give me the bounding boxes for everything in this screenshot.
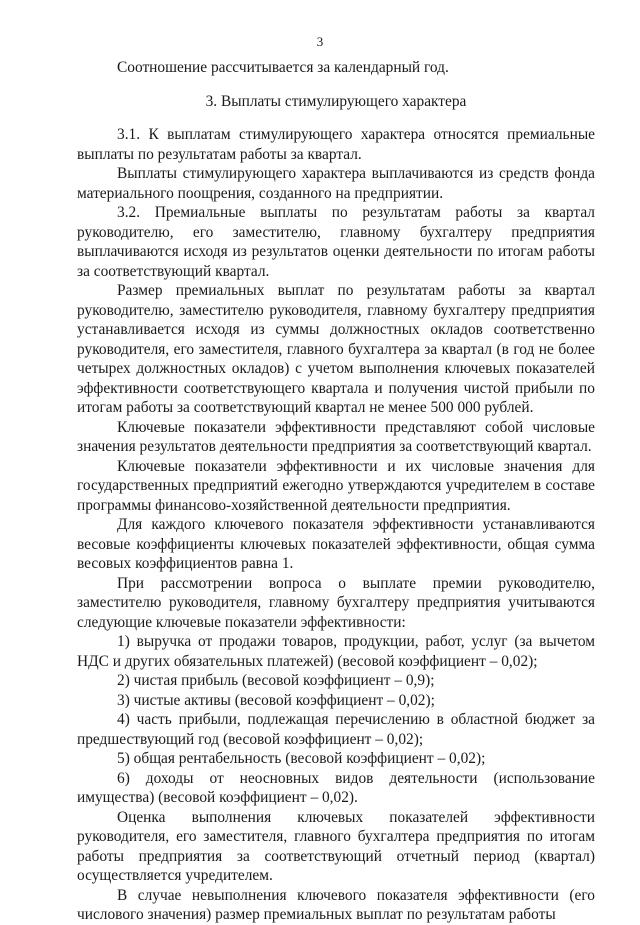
paragraph-funding-source: Выплаты стимулирующего характера выплачиваются из средств фонда материального поощрения, созданного на предприятии. (77, 165, 595, 202)
list-item-profit-share: 4) часть прибыли, подлежащая перечислению в областной бюджет за предшествующий год (весовой коэффициент – 0,02); (77, 711, 595, 748)
paragraph-3-2: 3.2. Премиальные выплаты по результатам работы за квартал руководителю, его заместителю, главному бухгалтеру предприятия выплачиваются исходя из результатов оценки деятельности по итогам работы за соответствующий квартал. (77, 204, 595, 280)
paragraph-kpi-approval: Ключевые показатели эффективности и их числовые значения для государственных предприятий ежегодно утверждаются учредителем в составе программы финансово-хозяйственной деятельности предприятия. (77, 457, 595, 514)
document-body (77, 58, 595, 925)
paragraph-kpi-definition: Ключевые показатели эффективности представляют собой числовые значения результатов деятельности предприятия за соответствующий квартал. (77, 418, 595, 455)
page-number: 3 (316, 34, 324, 49)
list-item-net-profit: 2) чистая прибыль (весовой коэффициент – 0,9); (117, 672, 435, 689)
list-item-revenue: 1) выручка от продажи товаров, продукции, работ, услуг (за вычетом НДС и других обязательных платежей) (весовой коэффициент – 0,02); (77, 633, 595, 670)
intro-paragraph: Соотношение рассчитывается за календарный год. (117, 59, 449, 76)
paragraph-weight-coefficients: Для каждого ключевого показателя эффективности устанавливаются весовые коэффициенты ключевых показателей эффективности, общая сумма весовых коэффициентов равна 1. (77, 516, 595, 572)
list-item-non-core-income: 6) доходы от неосновных видов деятельности (использование имущества) (весовой коэффициент – 0,02). (77, 769, 595, 806)
paragraph-kpi-list-intro: При рассмотрении вопроса о выплате премии руководителю, заместителю руководителя, главному бухгалтеру предприятия учитываются следующие ключевые показатели эффективности: (77, 574, 595, 631)
paragraph-bonus-size: Размер премиальных выплат по результатам работы за квартал руководителю, заместителю руководителя, главному бухгалтеру предприятия устанавливается исходя из суммы должностных окладов соответственно руководителя, его заместителя, главного бухгалтера за квартал (в год не более четырех должностных окладов) с учетом выполнения ключевых показателей эффективности соответствующего квартала и получения чистой прибыли по итогам работы за соответствующий квартал не менее 500 000 рублей. (77, 282, 595, 416)
paragraph-kpi-evaluation: Оценка выполнения ключевых показателей эффективности руководителя, его заместителя, главного бухгалтера предприятия по итогам работы предприятия за соответствующий отчетный период (квартал) осуществляется учредителем. (77, 808, 595, 884)
paragraph-non-fulfillment: В случае невыполнения ключевого показателя эффективности (его числового значения) размер премиальных выплат по результатам работы (77, 886, 595, 923)
section-heading: 3. Выплаты стимулирующего характера (205, 92, 467, 110)
paragraph-3-1: 3.1. К выплатам стимулирующего характера относятся премиальные выплаты по результатам работы за квартал. (77, 126, 595, 163)
list-item-net-assets: 3) чистые активы (весовой коэффициент – 0,02); (117, 691, 435, 709)
list-item-profitability: 5) общая рентабельность (весовой коэффициент – 0,02); (117, 750, 486, 767)
